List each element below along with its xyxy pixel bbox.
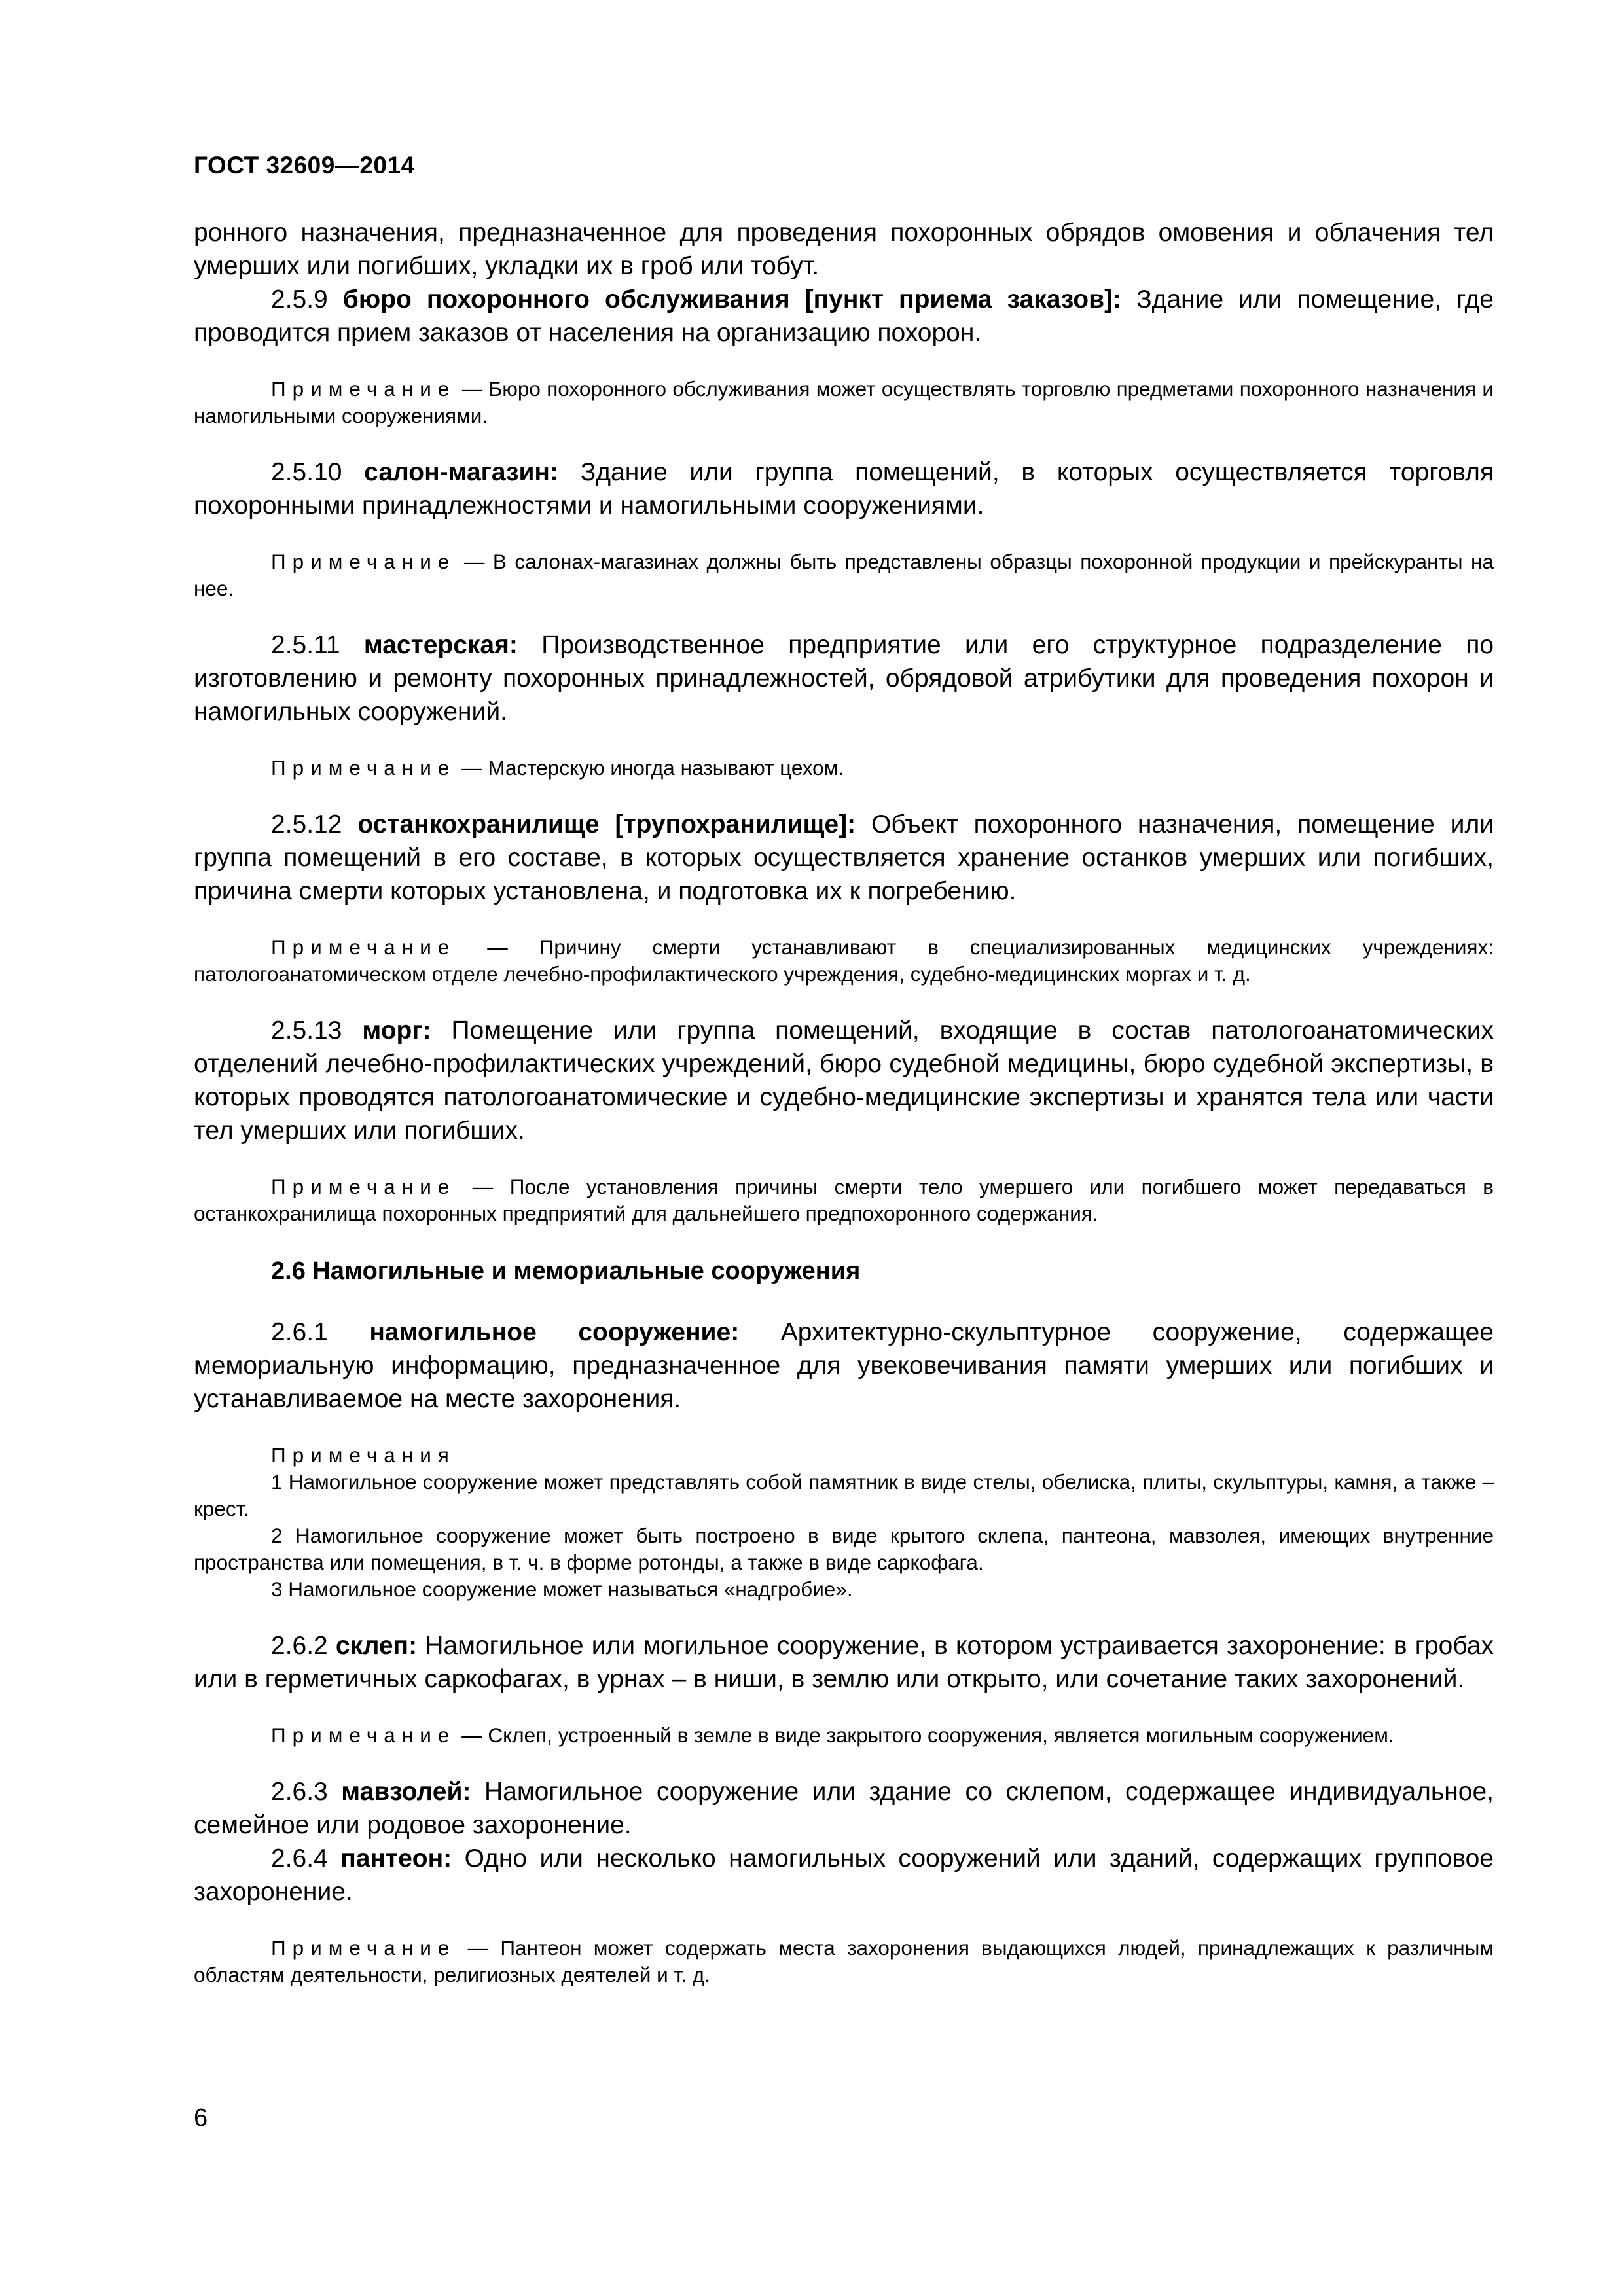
note-label: Примечание	[271, 1723, 456, 1747]
document-body	[194, 216, 1494, 1988]
term-2-6-1	[194, 1316, 1494, 1416]
term-number: 2.6.1	[271, 1318, 328, 1346]
note-item: 3 Намогильное сооружение может называться «надгробие».	[271, 1577, 853, 1601]
term-title: салон-магазин:	[364, 458, 558, 486]
term-2-5-10	[194, 456, 1494, 522]
term-title: морг:	[362, 1016, 431, 1045]
note-text: — Склеп, устроенный в земле в виде закрытого сооружения, является могильным сооружением.	[461, 1723, 1394, 1747]
section-heading-2-6: 2.6 Намогильные и мемориальные сооружения	[271, 1257, 861, 1285]
term-number: 2.5.11	[271, 631, 340, 659]
note-text: — Пантеон может содержать места захоронения выдающихся людей, принадлежащих к различным областям деятельности, религиозных деятелей и т. д.	[194, 1936, 1494, 1986]
term-title: мавзолей:	[341, 1778, 471, 1806]
term-2-5-13	[194, 1014, 1494, 1147]
term-number: 2.5.13	[271, 1016, 342, 1045]
note-text: — После установления причины смерти тело умершего или погибшего может передаваться в останкохранилища похоронных предприятий для дальнейшего предпохоронного содержания.	[194, 1175, 1494, 1225]
term-definition: Здание или группа помещений, в которых осуществляется торговля похоронными принадлежностями и намогильными сооружениями.	[194, 458, 1494, 520]
note-text: — Мастерскую иногда называют цехом.	[461, 756, 844, 780]
note-2-5-12	[194, 934, 1494, 988]
term-2-5-9	[194, 283, 1494, 350]
term-number: 2.6.2	[271, 1632, 328, 1660]
term-2-6-4	[194, 1842, 1494, 1909]
term-definition: Намогильное сооружение или здание со склепом, содержащее индивидуальное, семейное или родовое захоронение.	[194, 1778, 1494, 1839]
note-label: Примечание	[271, 1936, 456, 1960]
term-2-5-12	[194, 808, 1494, 908]
note-label: Примечание	[271, 550, 456, 573]
note-text: — Причину смерти устанавливают в специализированных медицинских учреждениях: патологоанатомическом отделе лечебно-профилактического учреждения, судебно-медицинских моргах и т. д.	[194, 935, 1494, 986]
note-label: Примечание	[271, 756, 456, 780]
note-label: Примечание	[271, 935, 456, 959]
term-definition: Намогильное или могильное сооружение, в котором устраивается захоронение: в гробах или в герметичных саркофагах, в урнах – в ниши, в землю или открыто, или сочетание таких захоронений.	[194, 1632, 1494, 1693]
term-title: склеп:	[335, 1632, 418, 1660]
note-label: Примечание	[271, 1175, 456, 1198]
document-header: ГОСТ 32609—2014	[194, 152, 415, 179]
term-definition: Объект похоронного назначения, помещение или группа помещений в его составе, в которых осуществляется хранение останков умерших или погибших, причина смерти которых установлена, и подготовка их к погребению.	[194, 810, 1494, 905]
term-2-5-11	[194, 628, 1494, 728]
note-2-5-11	[194, 755, 1494, 781]
note-label: Примечание	[271, 377, 456, 401]
term-definition: Помещение или группа помещений, входящие в состав патологоанатомических отделений лечебно-профилактических учреждений, бюро судебной медицины, бюро судебной экспертизы, в которых проводятся патологоанатомические и судебно-медицинские экспертизы и хранятся тела или части тел умерших или погибших.	[194, 1016, 1494, 1145]
note-2-5-10	[194, 548, 1494, 602]
note-text: — Бюро похоронного обслуживания может осуществлять торговлю предметами похоронного назначения и намогильными сооружениями.	[194, 377, 1494, 427]
term-definition: Архитектурно-скульптурное сооружение, содержащее мемориальную информацию, предназначенное для увековечивания памяти умерших или погибших и устанавливаемое на месте захоронения.	[194, 1318, 1494, 1413]
term-number: 2.6.3	[271, 1778, 328, 1806]
term-number: 2.5.10	[271, 458, 342, 486]
note-text: — В салонах-магазинах должны быть представлены образцы похоронной продукции и прейскуранты на нее.	[194, 550, 1494, 600]
term-title: намогильное сооружение:	[369, 1318, 740, 1346]
term-definition: Здание или помещение, где проводится прием заказов от населения на организацию похорон.	[194, 285, 1494, 347]
term-title: мастерская:	[363, 631, 518, 659]
note-item: 1 Намогильное сооружение может представлять собой памятник в виде стелы, обелиска, плиты, скульптуры, камня, а также – крест.	[194, 1470, 1494, 1520]
term-number: 2.6.4	[271, 1844, 328, 1873]
note-2-6-2	[194, 1722, 1494, 1749]
term-definition: Производственное предприятие или его структурное подразделение по изготовлению и ремонту похоронных принадлежностей, обрядовой атрибутики для проведения похорон и намогильных сооружений.	[194, 631, 1494, 726]
note-2-5-13	[194, 1174, 1494, 1227]
term-title: пантеон:	[340, 1844, 452, 1873]
page-number: 6	[194, 2104, 208, 2132]
notes-2-6-1	[194, 1442, 1494, 1603]
term-number: 2.5.9	[271, 285, 328, 314]
paragraph-continuation: ронного назначения, предназначенное для проведения похоронных обрядов омовения и облачения тел умерших или погибших, укладки их в гроб или тобут.	[194, 219, 1494, 280]
term-title: останкохранилище [трупохранилище]:	[357, 810, 856, 838]
term-title: бюро похоронного обслуживания [пункт приема заказов]:	[342, 285, 1122, 314]
term-number: 2.5.12	[271, 810, 342, 838]
note-item: 2 Намогильное сооружение может быть построено в виде крытого склепа, пантеона, мавзолея, имеющих внутренние пространства или помещения, в т. ч. в форме ротонды, а также в виде саркофага.	[194, 1524, 1494, 1574]
term-2-6-2	[194, 1629, 1494, 1696]
note-2-5-9	[194, 376, 1494, 429]
term-2-6-3	[194, 1775, 1494, 1842]
notes-label: Примечания	[271, 1443, 456, 1467]
term-definition: Одно или несколько намогильных сооружений или зданий, содержащих групповое захоронение.	[194, 1844, 1494, 1906]
note-2-6-4	[194, 1935, 1494, 1988]
